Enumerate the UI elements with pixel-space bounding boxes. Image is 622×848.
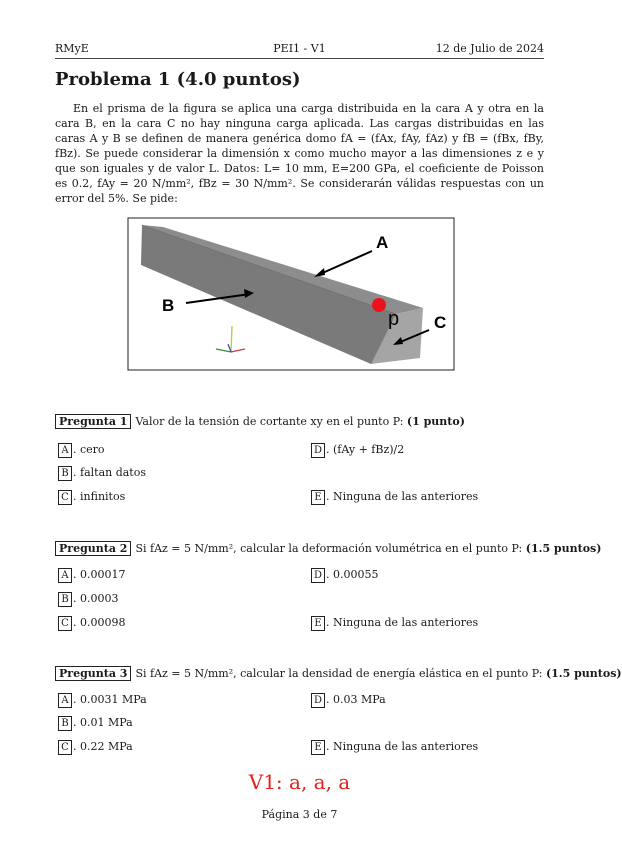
q2-option-d[interactable]: D . 0.00055 <box>311 568 379 583</box>
q3-option-b-text: 0.01 MPa <box>80 716 133 729</box>
q3-option-c[interactable]: C . 0.22 MPa <box>58 740 133 755</box>
q3-option-a-text: 0.0031 MPa <box>80 693 147 706</box>
q2-option-a-letter: A <box>58 568 72 583</box>
q2-option-b[interactable]: B . 0.0003 <box>58 592 119 607</box>
question-3-header <box>55 666 622 681</box>
prism-figure <box>128 218 454 370</box>
q3-option-d-letter: D <box>311 693 325 708</box>
header-rule <box>55 58 544 59</box>
q1-option-c-letter: C <box>58 490 72 505</box>
q2-option-c-text: 0.00098 <box>80 616 126 629</box>
q1-option-e-letter: E <box>311 490 325 505</box>
q1-option-e-text: Ninguna de las anteriores <box>333 490 479 503</box>
q1-option-c[interactable]: C . infinitos <box>58 490 125 505</box>
q3-option-d-text: 0.03 MPa <box>333 693 386 706</box>
q1-option-d[interactable]: D . (fAy + fBz)/2 <box>311 443 404 458</box>
label-b: B <box>162 296 175 315</box>
q1-option-a[interactable]: A . cero <box>58 443 105 458</box>
question-1-points: (1 punto) <box>406 415 465 428</box>
question-2-header <box>55 541 601 556</box>
q3-option-a-letter: A <box>58 693 72 708</box>
q3-option-d[interactable]: D . 0.03 MPa <box>311 693 386 708</box>
question-3-points: (1.5 puntos) <box>545 667 622 680</box>
question-3-text: Si fAz = 5 N/mm², calcular la densidad de energía elástica en el punto P: <box>135 667 543 680</box>
q1-option-c-text: infinitos <box>80 490 126 503</box>
question-2-points: (1.5 puntos) <box>525 542 602 555</box>
question-1-text: Valor de la tensión de cortante xy en el punto P: <box>135 415 404 428</box>
q2-option-d-text: 0.00055 <box>333 568 379 581</box>
q3-option-b[interactable]: B . 0.01 MPa <box>58 716 133 731</box>
q2-option-e[interactable]: E . Ninguna de las anteriores <box>311 616 478 631</box>
q3-option-e-text: Ninguna de las anteriores <box>333 740 479 753</box>
answer-key: V1: a, a, a <box>248 770 351 794</box>
q2-option-e-letter: E <box>311 616 325 631</box>
q3-option-e-letter: E <box>311 740 325 755</box>
q3-option-a[interactable]: A . 0.0031 MPa <box>58 693 147 708</box>
problem-statement <box>55 101 544 206</box>
page-number: Página 3 de 7 <box>261 808 338 821</box>
q2-option-b-text: 0.0003 <box>80 592 119 605</box>
problem-paragraph: En el prisma de la figura se aplica una carga distribuida en la cara A y otra en la cara B, en la cara C no hay ninguna carga aplicada. Las cargas distribuidas en las caras A y B se definen de manera genérica domo fA = (fAx, fAy, fAz) y fB = (fBx, fBy, fBz). Se puede considerar la dimensión x como mucho mayor a las dimensiones z e y que son iguales y de valor L. Datos: L= 10 mm, E=200 GPa, el coeficiente de Poisson es 0.2, fAy = 20 N/mm², fBz = 30 N/mm². Se considerarán válidas respuestas con un error del 5%. Se pide: <box>55 102 544 205</box>
q1-option-e[interactable]: E . Ninguna de las anteriores <box>311 490 478 505</box>
q2-option-e-text: Ninguna de las anteriores <box>333 616 479 629</box>
q3-option-e[interactable]: E . Ninguna de las anteriores <box>311 740 478 755</box>
header-right: 12 de Julio de 2024 <box>435 42 544 55</box>
q1-option-a-text: cero <box>80 443 105 456</box>
q2-option-a-text: 0.00017 <box>80 568 126 581</box>
question-2-text: Si fAz = 5 N/mm², calcular la deformación volumétrica en el punto P: <box>135 542 523 555</box>
q2-option-c-letter: C <box>58 616 72 631</box>
q3-option-b-letter: B <box>58 716 72 731</box>
q2-option-d-letter: D <box>311 568 325 583</box>
label-p: p <box>388 308 400 330</box>
q2-option-b-letter: B <box>58 592 72 607</box>
q1-option-a-letter: A <box>58 443 72 458</box>
question-1-header <box>55 414 465 429</box>
header-center: PEI1 - V1 <box>273 42 326 55</box>
question-3-label: Pregunta 3 <box>55 666 131 681</box>
q1-option-b-letter: B <box>58 466 72 481</box>
question-1-label: Pregunta 1 <box>55 414 131 429</box>
q1-option-b-text: faltan datos <box>80 466 146 479</box>
q3-option-c-letter: C <box>58 740 72 755</box>
label-a: A <box>376 233 389 252</box>
q2-option-c[interactable]: C . 0.00098 <box>58 616 126 631</box>
question-2-label: Pregunta 2 <box>55 541 131 556</box>
q1-option-d-letter: D <box>311 443 325 458</box>
q3-option-c-text: 0.22 MPa <box>80 740 133 753</box>
label-c: C <box>434 313 447 332</box>
problem-title: Problema 1 (4.0 puntos) <box>55 69 301 90</box>
q1-option-b[interactable]: B . faltan datos <box>58 466 146 481</box>
q2-option-a[interactable]: A . 0.00017 <box>58 568 126 583</box>
q1-option-d-text: (fAy + fBz)/2 <box>333 443 405 456</box>
header-left: RMyE <box>55 42 89 55</box>
point-p-marker <box>372 298 386 312</box>
